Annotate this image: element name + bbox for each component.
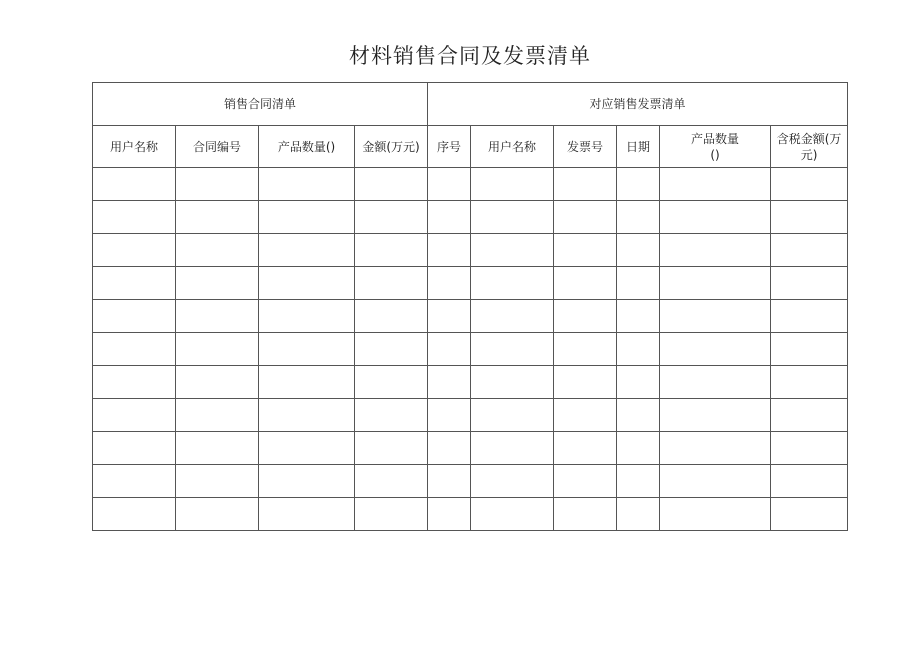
table-cell[interactable] <box>660 201 771 234</box>
table-cell[interactable] <box>771 267 848 300</box>
table-cell[interactable] <box>176 234 259 267</box>
table-cell[interactable] <box>176 168 259 201</box>
table-cell[interactable] <box>355 399 428 432</box>
group-header-row <box>93 83 848 126</box>
table-cell[interactable] <box>660 465 771 498</box>
table-cell[interactable] <box>355 201 428 234</box>
table-cell[interactable] <box>428 267 471 300</box>
table-cell[interactable] <box>93 366 176 399</box>
table-cell[interactable] <box>554 432 617 465</box>
table-cell[interactable] <box>428 333 471 366</box>
col-contract-customer-name: 用户名称 <box>93 126 176 168</box>
table-cell[interactable] <box>660 168 771 201</box>
table-cell[interactable] <box>471 366 554 399</box>
table-cell[interactable] <box>660 333 771 366</box>
table-cell[interactable] <box>471 168 554 201</box>
table-cell[interactable] <box>259 399 355 432</box>
table-cell[interactable] <box>660 498 771 531</box>
table-cell[interactable] <box>771 168 848 201</box>
table-cell[interactable] <box>176 267 259 300</box>
table-cell[interactable] <box>93 333 176 366</box>
table-cell[interactable] <box>617 234 660 267</box>
table-cell[interactable] <box>176 333 259 366</box>
table-cell[interactable] <box>471 201 554 234</box>
table-cell[interactable] <box>660 399 771 432</box>
col-invoice-date: 日期 <box>617 126 660 168</box>
table-cell[interactable] <box>617 498 660 531</box>
table-cell[interactable] <box>554 267 617 300</box>
col-invoice-number: 发票号 <box>554 126 617 168</box>
table-cell[interactable] <box>771 366 848 399</box>
table-cell[interactable] <box>660 267 771 300</box>
table-cell[interactable] <box>93 201 176 234</box>
contract-list-header: 销售合同清单 <box>93 83 428 126</box>
invoice-list-header: 对应销售发票清单 <box>428 83 848 126</box>
table-cell[interactable] <box>471 465 554 498</box>
contract-invoice-table <box>92 82 848 531</box>
table-cell[interactable] <box>471 498 554 531</box>
table-cell[interactable] <box>471 267 554 300</box>
table-row <box>93 333 848 366</box>
table-cell[interactable] <box>259 498 355 531</box>
table-cell[interactable] <box>617 465 660 498</box>
table-cell[interactable] <box>355 300 428 333</box>
table-row <box>93 201 848 234</box>
table-cell[interactable] <box>554 465 617 498</box>
col-contract-amount: 金额(万元) <box>355 126 428 168</box>
table-cell[interactable] <box>471 333 554 366</box>
table-cell[interactable] <box>259 168 355 201</box>
column-header-row <box>93 126 848 168</box>
table-cell[interactable] <box>93 432 176 465</box>
table-cell[interactable] <box>554 366 617 399</box>
table-cell[interactable] <box>259 432 355 465</box>
table-cell[interactable] <box>259 465 355 498</box>
table-cell[interactable] <box>259 300 355 333</box>
table-cell[interactable] <box>660 300 771 333</box>
table-cell[interactable] <box>554 168 617 201</box>
table-row <box>93 432 848 465</box>
table-cell[interactable] <box>93 498 176 531</box>
table-cell[interactable] <box>617 366 660 399</box>
table-cell[interactable] <box>93 399 176 432</box>
col-invoice-customer-name: 用户名称 <box>471 126 554 168</box>
table-cell[interactable] <box>660 366 771 399</box>
table-row <box>93 267 848 300</box>
table-cell[interactable] <box>771 399 848 432</box>
table-body <box>93 168 848 531</box>
table-cell[interactable] <box>771 201 848 234</box>
table-cell[interactable] <box>771 234 848 267</box>
table-cell[interactable] <box>660 234 771 267</box>
table-cell[interactable] <box>176 498 259 531</box>
table-cell[interactable] <box>176 432 259 465</box>
table-cell[interactable] <box>617 432 660 465</box>
table-cell[interactable] <box>355 432 428 465</box>
col-invoice-tax-amount: 含税金额(万 元) <box>771 126 848 168</box>
table-cell[interactable] <box>355 498 428 531</box>
table-cell[interactable] <box>660 432 771 465</box>
table-cell[interactable] <box>617 201 660 234</box>
table-cell[interactable] <box>259 267 355 300</box>
table-cell[interactable] <box>176 300 259 333</box>
table-row <box>93 234 848 267</box>
table-cell[interactable] <box>617 300 660 333</box>
table-cell[interactable] <box>617 168 660 201</box>
table-cell[interactable] <box>428 498 471 531</box>
table-cell[interactable] <box>471 300 554 333</box>
table-row <box>93 498 848 531</box>
table-cell[interactable] <box>554 201 617 234</box>
table-cell[interactable] <box>617 267 660 300</box>
table-cell[interactable] <box>176 399 259 432</box>
table-cell[interactable] <box>617 399 660 432</box>
table-cell[interactable] <box>428 201 471 234</box>
table-row <box>93 168 848 201</box>
table-cell[interactable] <box>771 432 848 465</box>
table-cell[interactable] <box>259 234 355 267</box>
table-cell[interactable] <box>554 300 617 333</box>
table-cell[interactable] <box>93 168 176 201</box>
table-cell[interactable] <box>355 267 428 300</box>
table-cell[interactable] <box>355 465 428 498</box>
col-invoice-quantity: 产品数量 () <box>660 126 771 168</box>
table-cell[interactable] <box>554 399 617 432</box>
table-cell[interactable] <box>471 234 554 267</box>
table-cell[interactable] <box>93 267 176 300</box>
table-cell[interactable] <box>554 234 617 267</box>
table-cell[interactable] <box>259 201 355 234</box>
table-cell[interactable] <box>93 465 176 498</box>
table-cell[interactable] <box>428 432 471 465</box>
table-cell[interactable] <box>93 234 176 267</box>
table-cell[interactable] <box>471 399 554 432</box>
table-cell[interactable] <box>176 366 259 399</box>
table-cell[interactable] <box>428 366 471 399</box>
col-contract-quantity: 产品数量() <box>259 126 355 168</box>
table-cell[interactable] <box>771 333 848 366</box>
table-cell[interactable] <box>428 465 471 498</box>
table-cell[interactable] <box>617 333 660 366</box>
col-contract-number: 合同编号 <box>176 126 259 168</box>
table-cell[interactable] <box>428 300 471 333</box>
table-cell[interactable] <box>771 498 848 531</box>
table-row <box>93 366 848 399</box>
table-cell[interactable] <box>93 300 176 333</box>
table-row <box>93 465 848 498</box>
table-cell[interactable] <box>428 168 471 201</box>
table-cell[interactable] <box>428 399 471 432</box>
col-invoice-seq: 序号 <box>428 126 471 168</box>
table-cell[interactable] <box>428 234 471 267</box>
table-row <box>93 300 848 333</box>
table-cell[interactable] <box>554 498 617 531</box>
table-cell[interactable] <box>355 234 428 267</box>
table-cell[interactable] <box>355 333 428 366</box>
table-cell[interactable] <box>771 465 848 498</box>
table-cell[interactable] <box>259 366 355 399</box>
table-cell[interactable] <box>554 333 617 366</box>
table-cell[interactable] <box>471 432 554 465</box>
document-title: 材料销售合同及发票清单 <box>349 44 591 68</box>
table-cell[interactable] <box>176 465 259 498</box>
table-cell[interactable] <box>771 300 848 333</box>
table-cell[interactable] <box>259 333 355 366</box>
table-cell[interactable] <box>355 168 428 201</box>
table-cell[interactable] <box>355 366 428 399</box>
table-row <box>93 399 848 432</box>
table-cell[interactable] <box>176 201 259 234</box>
